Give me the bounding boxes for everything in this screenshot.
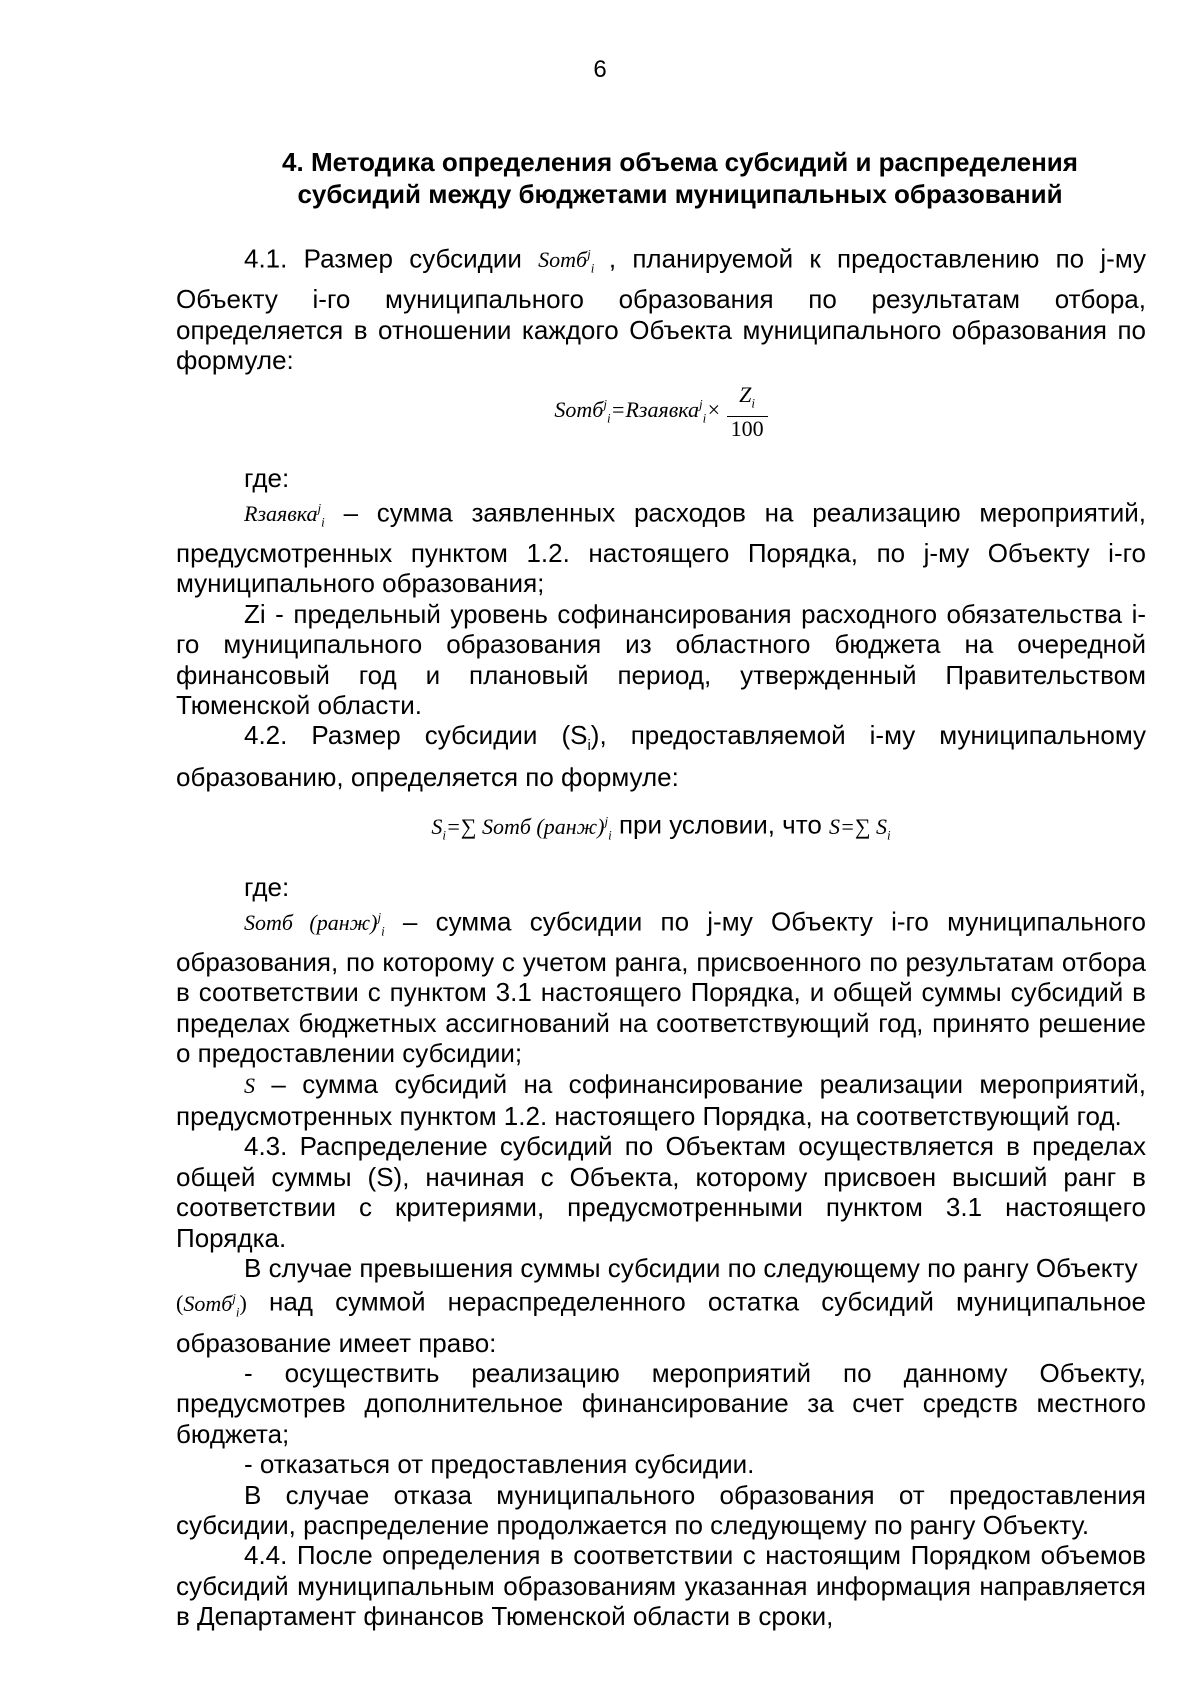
paragraph-excess-a: В случае превышения суммы субсидии по следующему по рангу Объекту (244, 1253, 1138, 1284)
paragraph-4-3: 4.3. Распределение субсидий по Объектам осуществляется в пределах общей суммы (S), начиная с Объекта, которому присвоен высший ранг в соответствии с критериями, предусмотренными пунктом 3.1 настоящего Порядка. (176, 1131, 1146, 1253)
formula-2: $S_i=\sum$ Sотб (ранж)$^j_i$ при условии, что S=∑ $S_i$ (431, 809, 891, 843)
definition-s: S – сумма субсидий на софинансирование реализации мероприятий, предусмотренных пунктом 1.2. настоящего Порядка, на соответствующий год. (176, 1068, 1146, 1131)
document-body (176, 240, 1146, 1632)
paragraph-option-2: - отказаться от предоставления субсидии. (244, 1449, 755, 1480)
paragraph-option-1: - осуществить реализацию мероприятий по данному Объекту, предусмотрев дополнительное финансирование за счет средств местного бюджета; (176, 1357, 1146, 1449)
paragraph-excess-b: (Sотб$^j_i$) над суммой нераспределенного остатка субсидий муниципальное образование имеет право: (176, 1286, 1146, 1358)
definition-zi: Zi - предельный уровень софинансирования расходного обязательства i-го муниципального образования из областного бюджета на очередной финансовый год и плановый период, утвержденный Правительством Тюменской области. (176, 598, 1146, 720)
paragraph-refusal: В случае отказа муниципального образования от предоставления субсидии, распределение продолжается по следующему по рангу Объекту. (176, 1479, 1146, 1540)
paragraph-4-1: 4.1. Размер субсидии Sотб$^j_i$ , планируемой к предоставлению по j-му Объекту i-го муниципального образования по результатам отбора, определяется в отношении каждого Объекта муниципального образования по формуле: (176, 243, 1146, 375)
page-number: 6 (593, 56, 607, 83)
formula-symbol-sotb: Sотб$^j_i$ (538, 247, 595, 276)
formula-1: Sотб$^j_i$=Rзаявка$^j_i$× $\frac{Z_i}{100}$ (176, 383, 1146, 449)
paragraph-4-4: 4.4. После определения в соответствии с настоящим Порядком объемов субсидий муниципальным образованиям указанная информация направляется в Департамент финансов Тюменской области в сроки, (176, 1540, 1146, 1632)
definition-rzayavka: Rзаявка$^j_i$ – сумма заявленных расходов на реализацию мероприятий, предусмотренных пунктом 1.2. настоящего Порядка, по j-му Объекту i-го муниципального образования; (176, 497, 1146, 599)
section-heading: 4. Методика определения объема субсидий и распределения субсидий между бюджетами муниципальных образований (282, 147, 1078, 209)
formula-1-fraction: $\frac{Z_i}{100}$ (727, 383, 768, 440)
where-label-1: где: (244, 463, 290, 494)
where-label-2: где: (244, 872, 290, 903)
paragraph-4-2: 4.2. Размер субсидии $(S_i)$, предоставляемой i-му муниципальному образованию, определяется по формуле: (176, 720, 1146, 792)
definition-sotb-ranzh: Sотб (ранж)$^j_i$ – сумма субсидии по j-му Объекту i-го муниципального образования, по которому с учетом ранга, присвоенного по результатам отбора в соответствии с пунктом 3.1 настоящего Порядка, и общей суммы субсидий в пределах бюджетных ассигнований на соответствующий год, принято решение о предоставлении субсидии; (176, 906, 1146, 1069)
